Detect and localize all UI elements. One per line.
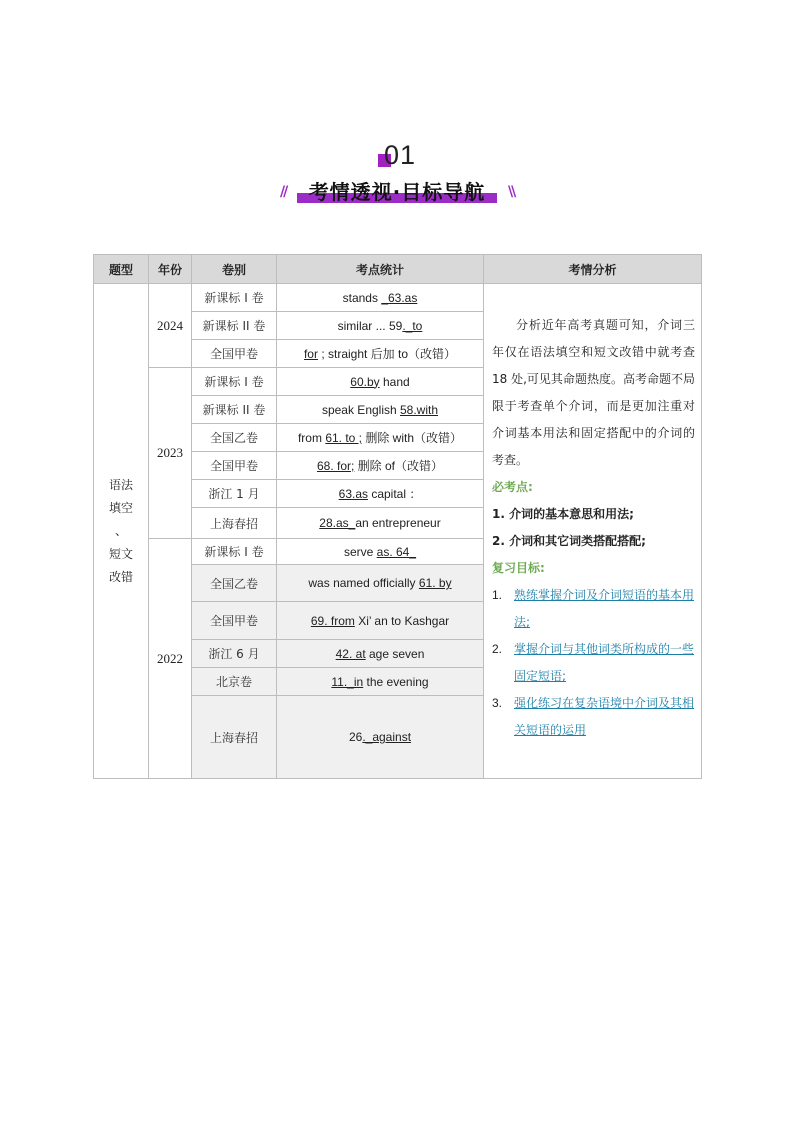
left-slash-deco: // (280, 184, 287, 200)
paper-cell: 全国乙卷 (192, 424, 277, 452)
goal-item (492, 582, 695, 636)
must-item: 2. 介词和其它词类搭配搭配; (492, 534, 646, 548)
point-text: Xi’ an to Kashgar (354, 613, 450, 628)
point-cell (277, 368, 484, 396)
analysis-cell (484, 284, 702, 779)
point-cell (277, 424, 484, 452)
goal-item (492, 690, 695, 744)
paper-cell: 上海春招 (192, 696, 277, 779)
type-line: 、 (114, 523, 127, 538)
section-number-text: 01 (383, 140, 417, 170)
point-text: ; straight 后加 to（改错） (317, 347, 457, 361)
goal-text: 强化练习在复杂语境中介词及其相关短语的运用 (514, 696, 695, 737)
year-cell: 2023 (149, 368, 192, 539)
point-answer: ._to (402, 318, 423, 333)
point-text: speak English (321, 402, 400, 417)
point-text: from (297, 431, 326, 445)
table-row (94, 284, 702, 312)
goal-item (492, 636, 695, 690)
point-answer: 61. to ; (325, 431, 363, 445)
point-answer: 69. from (310, 613, 355, 628)
point-cell (277, 640, 484, 668)
point-cell (277, 696, 484, 779)
point-answer: 11._in (331, 674, 364, 689)
paper-cell: 全国甲卷 (192, 452, 277, 480)
point-text: 26 (348, 730, 363, 744)
exam-analysis-table (93, 254, 702, 779)
section-header (0, 140, 794, 210)
goal-text: 熟练掌握介词及介词短语的基本用法; (514, 588, 695, 629)
point-answer: 58.with (400, 402, 439, 417)
title-row (0, 176, 794, 210)
paper-cell: 新课标 II 卷 (192, 396, 277, 424)
point-answer: 63.as (338, 487, 368, 501)
point-answer: ._against (362, 730, 412, 744)
point-text: was named officially (308, 576, 419, 590)
point-text: 删除 of（改错） (354, 459, 444, 473)
point-answer: 68. for; (316, 459, 355, 473)
goal-text: 掌握介词与其他词类所构成的一些固定短语; (514, 642, 695, 683)
point-answer: for (303, 347, 318, 361)
review-label: 复习目标: (492, 561, 545, 575)
paper-cell: 新课标 I 卷 (192, 284, 277, 312)
point-cell (277, 284, 484, 312)
header-points: 考点统计 (277, 255, 484, 284)
paper-cell: 新课标 I 卷 (192, 539, 277, 565)
table-header-row (94, 255, 702, 284)
header-paper: 卷别 (192, 255, 277, 284)
point-answer: as. 64_ (376, 544, 417, 559)
goal-number: 1. (492, 588, 503, 602)
point-cell (277, 340, 484, 368)
paper-cell: 全国甲卷 (192, 602, 277, 640)
point-cell (277, 452, 484, 480)
header-type: 题型 (94, 255, 149, 284)
point-answer: 60.by (350, 374, 380, 389)
year-cell: 2022 (149, 539, 192, 779)
point-text: the evening (363, 674, 429, 689)
point-cell (277, 668, 484, 696)
year-cell: 2024 (149, 284, 192, 368)
paper-cell: 北京卷 (192, 668, 277, 696)
paper-cell: 全国甲卷 (192, 340, 277, 368)
right-slash-deco: \\ (508, 184, 515, 200)
point-answer: 61. by (418, 576, 452, 590)
point-cell (277, 539, 484, 565)
point-cell (277, 312, 484, 340)
type-line: 语法 (108, 477, 133, 492)
point-cell (277, 396, 484, 424)
point-answer: _63.as (381, 290, 418, 305)
paper-cell: 全国乙卷 (192, 565, 277, 602)
paper-cell: 浙江 1 月 (192, 480, 277, 508)
point-text: stands (342, 290, 382, 305)
point-answer: 42. at (335, 646, 366, 661)
point-text: hand (379, 374, 410, 389)
point-text: 删除 with（改错） (362, 431, 463, 445)
section-number (378, 140, 416, 174)
question-type-cell (94, 284, 149, 779)
point-text: capital ： (368, 487, 422, 501)
paper-cell: 新课标 II 卷 (192, 312, 277, 340)
paper-cell: 浙江 6 月 (192, 640, 277, 668)
must-label: 必考点: (492, 480, 533, 494)
header-analysis: 考情分析 (484, 255, 702, 284)
type-line: 短文 (108, 546, 133, 561)
point-cell (277, 508, 484, 539)
paper-cell: 新课标 I 卷 (192, 368, 277, 396)
paper-cell: 上海春招 (192, 508, 277, 539)
goal-number: 2. (492, 642, 503, 656)
point-cell (277, 565, 484, 602)
point-text: similar ... 59 (337, 318, 403, 333)
must-item: 1. 介词的基本意思和用法; (492, 507, 634, 521)
point-cell (277, 480, 484, 508)
point-text: serve (343, 544, 377, 559)
analysis-paragraph: 分析近年高考真题可知，介词三年仅在语法填空和短文改错中就考查 18 处,可见其命题热度。高考命题不局限于考查单个介词，而是更加注重对介词基本用法和固定搭配中的介词的考查。 (492, 318, 695, 467)
goal-number: 3. (492, 696, 503, 710)
point-answer: 28.as_ (319, 516, 356, 530)
header-year: 年份 (149, 255, 192, 284)
point-text: age seven (365, 646, 425, 661)
point-text: an entrepreneur (355, 516, 441, 530)
type-line: 填空 (108, 500, 133, 515)
section-title: 考情透视·目标导航 (308, 180, 486, 204)
point-cell (277, 602, 484, 640)
type-line: 改错 (108, 569, 133, 584)
